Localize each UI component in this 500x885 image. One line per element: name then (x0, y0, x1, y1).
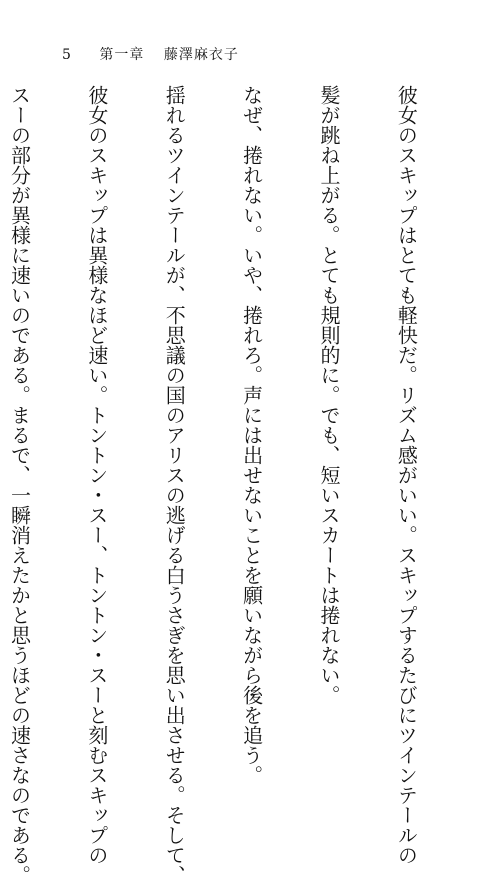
text-line-2: 髪が跳ね上がる。とても規則的に。でも、短いスカートは捲れない。 (317, 85, 342, 705)
text-line-6: スーの部分が異様に速いのである。まるで、一瞬消えたかと思うほどの速さなのである。 (7, 85, 32, 885)
page-number: 5 (62, 47, 72, 63)
text-line-3: なぜ、捲れない。いや、捲れろ。声には出せないことを願いながら後を追う。 (239, 85, 264, 785)
running-header (62, 44, 239, 64)
chapter-label: 第一章 (99, 47, 145, 63)
vertical-text-body (0, 85, 470, 885)
character-name: 藤澤麻衣子 (163, 47, 239, 63)
text-line-1: 彼女のスキップはとても軽快だ。リズム感がいい。スキップするたびにツインテールの (394, 85, 419, 865)
text-line-5: 彼女のスキップは異様なほど速い。トントン・スー、トントン・スーと刻むスキップの (84, 85, 109, 865)
text-line-4: 揺れるツインテールが、不思議の国のアリスの逃げる白うさぎを思い出させる。そして、 (162, 85, 187, 885)
